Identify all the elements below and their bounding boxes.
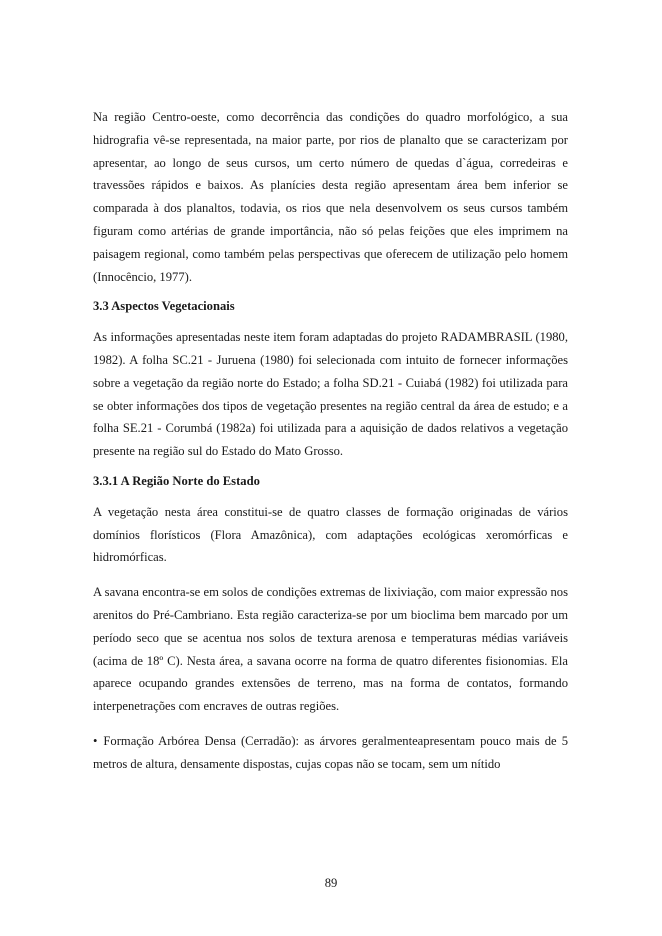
bullet-marker: •	[93, 733, 98, 748]
page-number: 89	[324, 876, 338, 890]
paragraph-savanna: A savana encontra-se em solos de condições extremas de lixiviação, com maior expressão nos arenitos do Pré-Cambriano. Esta região caracteriza-se por um bioclima bem marcado por um período seco que se acentua nos solos de textura arenosa e temperaturas médias variáveis (acima de 18º C). Nesta área, a savana ocorre na forma de quatro diferentes fisionomias. Ela aparece ocupando grandes extensões de terreno, mas na forma de contatos, formando interpenetrações com encraves de outras regiões.	[93, 585, 568, 714]
paragraph-hydrography: Na região Centro-oeste, como decorrência das condições do quadro morfológico, a sua hidrografia vê-se representada, na maior parte, por rios de planalto que se caracterizam por apresentar, ao longo de seus cursos, um certo número de quedas d`água, corredeiras e travessões rápidos e baixos. As planícies desta região apresentam área bem inferior se comparada à dos planaltos, todavia, os rios que nela desenvolvem os seus cursos também figuram como artérias de grande importância, não só pelas feições que eles imprimem na paisagem regional, como também pelas perspectivas que oferecem de utilização pelo homem (Innocêncio, 1977).	[93, 110, 568, 284]
document-page	[93, 106, 568, 776]
paragraph-vegetation-classes: A vegetação nesta área constitui-se de quatro classes de formação originadas de vários domínios florísticos (Flora Amazônica), com adaptações ecológicas xeromórficas e hidromórficas.	[93, 504, 568, 565]
section-heading-vegetation: 3.3 Aspectos Vegetacionais	[93, 299, 235, 314]
bullet-item-text: Formação Arbórea Densa (Cerradão): as árvores geralmenteapresentam pouco mais de 5 metros de altura, densamente dispostas, cujas copas não se tocam, sem um nítido	[93, 733, 568, 771]
subsection-heading-north-region: 3.3.1 A Região Norte do Estado	[93, 473, 260, 488]
paragraph-radambrasil: As informações apresentadas neste item foram adaptadas do projeto RADAMBRASIL (1980, 1982). A folha SC.21 - Juruena (1980) foi selecionada com intuito de fornecer informações sobre a vegetação da região norte do Estado; a folha SD.21 - Cuiabá (1982) foi utilizada para se obter informações dos tipos de vegetação presentes na região central da área de estudo; e a folha SE.21 - Corumbá (1982a) foi utilizada para a aquisição de dados relativos a vegetação presente na região sul do Estado do Mato Grosso.	[93, 330, 568, 459]
bullet-item-cerradao	[93, 730, 568, 776]
